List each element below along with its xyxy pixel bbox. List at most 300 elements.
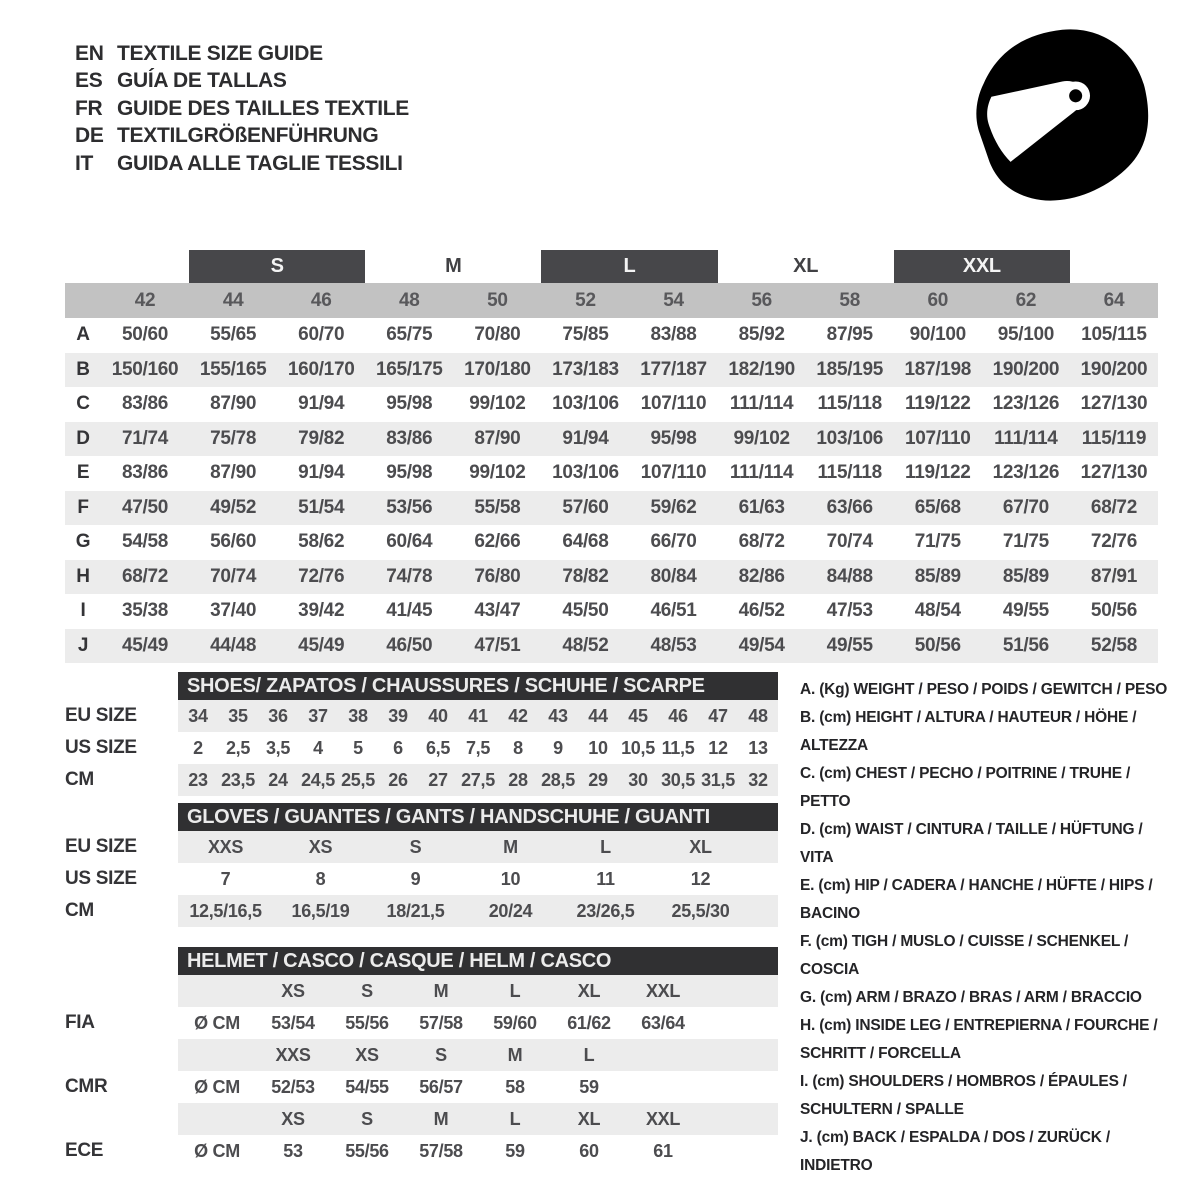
- size-value: 45/49: [298, 634, 345, 656]
- helmet-size-label: XS: [281, 1108, 305, 1129]
- size-value: 47/53: [826, 600, 873, 622]
- numeric-size-label: 46: [310, 289, 332, 311]
- size-value: 85/89: [914, 565, 961, 587]
- measurement-row: [65, 387, 1158, 422]
- size-value: 95/100: [997, 324, 1055, 346]
- size-value: 48/52: [562, 634, 609, 656]
- accessory-tables: [65, 672, 778, 1167]
- size-value: 83/86: [386, 427, 433, 449]
- helmet-sizes-row: [65, 1039, 778, 1071]
- helmet-size-label: XL: [577, 980, 601, 1001]
- size-value: 185/195: [816, 358, 883, 380]
- size-value: 53: [283, 1140, 303, 1161]
- row-letter: I: [80, 600, 86, 622]
- numeric-size-label: 54: [663, 289, 684, 311]
- size-group-header: L: [541, 250, 717, 283]
- size-value: 10,5: [621, 737, 655, 758]
- spacer: [65, 947, 178, 975]
- size-value: 182/190: [728, 358, 795, 380]
- size-value: 55/65: [210, 324, 257, 346]
- size-value: XL: [689, 836, 712, 857]
- size-value: 95/98: [386, 462, 433, 484]
- size-value: 55/58: [474, 496, 521, 518]
- size-row: [65, 831, 778, 863]
- helmet-size-label: L: [509, 980, 521, 1001]
- helmet-size-label: M: [433, 980, 449, 1001]
- row-cells: [178, 1039, 778, 1071]
- helmet-size-label: XXS: [275, 1044, 311, 1065]
- size-value: S: [409, 836, 422, 857]
- size-value: 2,5: [225, 737, 251, 758]
- size-value: 6,5: [425, 737, 451, 758]
- size-value: 57/58: [419, 1012, 463, 1033]
- size-value: 12,5/16,5: [189, 900, 262, 921]
- size-value: 52/58: [1090, 634, 1137, 656]
- size-value: 47/50: [122, 496, 169, 518]
- size-value: 91/94: [298, 393, 345, 415]
- gloves-rows: [65, 831, 778, 927]
- size-value: 8: [513, 737, 523, 758]
- row-label: [65, 1039, 178, 1071]
- numeric-size-label: 48: [399, 289, 420, 311]
- language-code: DE: [75, 124, 104, 148]
- diameter-label: Ø CM: [194, 1140, 240, 1161]
- size-value: XXS: [207, 836, 244, 857]
- size-value: 51/56: [1002, 634, 1049, 656]
- legend-item: B. (cm) HEIGHT / ALTURA / HAUTEUR / HÖHE / ALTEZZA: [800, 709, 1137, 754]
- row-cells: [178, 1103, 778, 1135]
- numeric-size-label: 56: [751, 289, 772, 311]
- size-value: 87/95: [826, 324, 873, 346]
- measurement-row: [65, 422, 1158, 457]
- size-value: 111/114: [729, 462, 794, 484]
- guide-title: GUIDE DES TAILLES TEXTILE: [117, 96, 409, 120]
- size-value: 32: [748, 769, 768, 790]
- size-value: 37: [308, 705, 328, 726]
- language-code: ES: [75, 69, 103, 93]
- size-value: 103/106: [552, 393, 619, 415]
- size-value: 49/55: [1002, 600, 1049, 622]
- helmet-sizes-row: [65, 975, 778, 1007]
- guide-title: TEXTILGRÖßENFÜHRUNG: [117, 124, 379, 148]
- size-value: 83/86: [122, 462, 169, 484]
- size-value: 115/118: [817, 393, 882, 415]
- size-value: 75/78: [210, 427, 257, 449]
- size-value: 80/84: [650, 565, 697, 587]
- size-value: 60: [579, 1140, 599, 1161]
- size-group-header-row: [65, 250, 1158, 283]
- numeric-size-label: 44: [222, 289, 244, 311]
- size-value: 54/55: [345, 1076, 389, 1097]
- size-value: 165/175: [375, 358, 443, 380]
- size-value: 50/56: [914, 634, 961, 656]
- size-value: 91/94: [298, 462, 345, 484]
- size-value: 68/72: [122, 565, 169, 587]
- size-value: 79/82: [298, 427, 345, 449]
- size-row: [65, 700, 778, 732]
- language-code: EN: [75, 41, 104, 65]
- size-value: 49/55: [826, 634, 873, 656]
- size-value: 60/70: [298, 324, 345, 346]
- row-letter: C: [76, 393, 90, 415]
- size-value: 190/200: [1080, 358, 1148, 380]
- legend-item: A. (Kg) WEIGHT / PESO / POIDS / GEWITCH / PESO: [800, 681, 1168, 698]
- guide-title: GUIDA ALLE TAGLIE TESSILI: [117, 151, 403, 175]
- size-value: 59/62: [650, 496, 697, 518]
- size-value: 50/56: [1090, 600, 1137, 622]
- size-value: 9: [410, 868, 421, 889]
- row-cells: [178, 1135, 778, 1167]
- size-value: 68/72: [1090, 496, 1137, 518]
- size-value: 115/119: [1081, 427, 1147, 449]
- numeric-size-label: 52: [575, 289, 596, 311]
- size-value: 5: [353, 737, 363, 758]
- size-value: 95/98: [386, 393, 433, 415]
- helmet-table-title: HELMET / CASCO / CASQUE / HELM / CASCO: [178, 947, 778, 975]
- size-value: 28,5: [541, 769, 575, 790]
- size-value: 41/45: [386, 600, 433, 622]
- size-value: 23,5: [221, 769, 255, 790]
- shoes-table-header-row: [65, 672, 778, 700]
- size-group-header: M: [445, 255, 462, 277]
- size-value: XS: [308, 836, 333, 857]
- size-value: 99/102: [733, 427, 790, 449]
- row-label: [65, 975, 178, 1007]
- measurement-row: [65, 525, 1158, 560]
- helmet-table-header-row: [65, 947, 778, 975]
- size-value: 55/56: [345, 1012, 389, 1033]
- size-value: L: [600, 836, 611, 857]
- size-value: 44/48: [210, 634, 257, 656]
- size-group-header: XXL: [894, 250, 1070, 283]
- standard-label: FIA: [65, 1012, 95, 1033]
- size-value: 150/160: [111, 358, 179, 380]
- size-value: 27: [428, 769, 448, 790]
- row-letter: F: [77, 496, 89, 518]
- diameter-label: Ø CM: [194, 1076, 240, 1097]
- size-value: 56/60: [210, 531, 257, 553]
- size-value: 42: [508, 705, 528, 726]
- size-value: 3,5: [265, 737, 291, 758]
- row-cells: [178, 732, 778, 764]
- measurement-row: [65, 353, 1158, 388]
- legend-item: F. (cm) TIGH / MUSLO / CUISSE / SCHENKEL / COSCIA: [800, 933, 1129, 978]
- size-value: 71/74: [122, 427, 169, 449]
- row-letter: G: [75, 531, 91, 553]
- size-value: 50/60: [122, 324, 169, 346]
- shoes-table: [65, 672, 778, 796]
- size-value: 57/58: [419, 1140, 463, 1161]
- size-value: 20/24: [488, 900, 533, 921]
- helmet-size-label: XXL: [645, 980, 681, 1001]
- shoes-table-title: SHOES/ ZAPATOS / CHAUSSURES / SCHUHE / SCARPE: [178, 672, 778, 700]
- row-letter: D: [76, 427, 90, 449]
- size-value: 8: [315, 868, 326, 889]
- helmet-size-label: L: [509, 1108, 521, 1129]
- language-code: FR: [75, 96, 103, 120]
- size-value: 9: [553, 737, 563, 758]
- helmet-rows: [65, 975, 778, 1167]
- measurement-row: [65, 456, 1158, 491]
- size-value: 49/52: [210, 496, 257, 518]
- row-label: EU SIZE: [65, 836, 137, 857]
- row-letter: B: [76, 358, 90, 380]
- language-code: IT: [75, 151, 94, 175]
- diameter-label: Ø CM: [194, 1012, 240, 1033]
- size-value: 85/89: [1002, 565, 1049, 587]
- spacer: [65, 672, 178, 700]
- size-value: 82/86: [738, 565, 785, 587]
- size-value: 71/75: [914, 531, 961, 553]
- size-value: 26: [388, 769, 408, 790]
- helmet-size-label: S: [361, 980, 373, 1001]
- size-value: 40: [428, 705, 448, 726]
- size-value: 91/94: [562, 427, 609, 449]
- size-value: 85/92: [738, 324, 785, 346]
- row-cells: [178, 975, 778, 1007]
- size-value: 119/122: [905, 393, 971, 415]
- size-value: 103/106: [816, 427, 883, 449]
- size-value: 25,5: [341, 769, 375, 790]
- size-value: 24,5: [301, 769, 335, 790]
- size-value: 31,5: [701, 769, 735, 790]
- size-value: 10: [588, 737, 608, 758]
- language-title-list: [75, 40, 409, 178]
- size-value: 48/53: [650, 634, 697, 656]
- size-value: 43: [548, 705, 568, 726]
- size-value: 36: [268, 705, 288, 726]
- size-value: 84/88: [826, 565, 873, 587]
- size-value: 16,5/19: [291, 900, 350, 921]
- size-value: 46/52: [738, 600, 785, 622]
- size-value: 57/60: [562, 496, 609, 518]
- size-value: 61: [653, 1140, 673, 1161]
- measurement-rows: [65, 318, 1158, 663]
- helmet-size-label: M: [507, 1044, 523, 1065]
- size-value: 23/26,5: [576, 900, 635, 921]
- size-value: 29: [588, 769, 608, 790]
- size-value: 95/98: [650, 427, 697, 449]
- row-label: US SIZE: [65, 737, 137, 758]
- size-value: 38: [348, 705, 368, 726]
- size-value: 59: [579, 1076, 599, 1097]
- standard-label: ECE: [65, 1140, 104, 1161]
- size-value: 45: [628, 705, 648, 726]
- size-value: 70/80: [474, 324, 521, 346]
- spacer: [65, 803, 178, 831]
- size-value: 107/110: [905, 427, 971, 449]
- helmet-size-label: L: [583, 1044, 595, 1065]
- size-value: 23: [188, 769, 208, 790]
- row-label: CM: [65, 900, 94, 921]
- size-value: 74/78: [386, 565, 433, 587]
- size-value: 30,5: [661, 769, 695, 790]
- size-value: 123/126: [992, 393, 1060, 415]
- measurement-legend: [800, 676, 1172, 1180]
- helmet-size-label: XS: [281, 980, 305, 1001]
- size-value: 45/50: [562, 600, 609, 622]
- helmet-value-row: [65, 1007, 778, 1039]
- language-row: [75, 68, 409, 96]
- size-value: 99/102: [469, 462, 526, 484]
- size-value: 115/118: [817, 462, 882, 484]
- numeric-size-label: 60: [927, 289, 949, 311]
- size-value: 105/115: [1081, 324, 1147, 346]
- language-row: [75, 150, 409, 178]
- row-label: [65, 1103, 178, 1135]
- size-value: 2: [193, 737, 203, 758]
- size-row: [65, 732, 778, 764]
- size-value: 48/54: [914, 600, 961, 622]
- size-value: 59/60: [493, 1012, 537, 1033]
- size-value: 11: [596, 868, 615, 889]
- size-value: 45/49: [122, 634, 169, 656]
- size-value: 34: [188, 705, 208, 726]
- measurement-row: [65, 629, 1158, 664]
- gloves-table-title: GLOVES / GUANTES / GANTS / HANDSCHUHE / GUANTI: [178, 803, 778, 831]
- numeric-size-label: 58: [839, 289, 860, 311]
- helmet-size-label: XS: [355, 1044, 379, 1065]
- helmet-size-label: XL: [577, 1108, 601, 1129]
- size-value: 58: [505, 1076, 525, 1097]
- size-value: 27,5: [461, 769, 495, 790]
- legend-item: E. (cm) HIP / CADERA / HANCHE / HÜFTE / HIPS / BACINO: [800, 877, 1153, 922]
- legend-item: D. (cm) WAIST / CINTURA / TAILLE / HÜFTUNG / VITA: [800, 821, 1143, 866]
- size-value: 71/75: [1002, 531, 1049, 553]
- size-value: 160/170: [287, 358, 355, 380]
- helmet-sizes-row: [65, 1103, 778, 1135]
- size-row: [65, 764, 778, 796]
- size-value: 52/53: [271, 1076, 315, 1097]
- language-row: [75, 40, 409, 68]
- size-value: 54/58: [122, 531, 169, 553]
- size-value: 67/70: [1002, 496, 1049, 518]
- size-value: 70/74: [826, 531, 873, 553]
- legend-item: G. (cm) ARM / BRAZO / BRAS / ARM / BRACCIO: [800, 989, 1142, 1006]
- helmet-size-label: S: [361, 1108, 373, 1129]
- size-value: 25,5/30: [671, 900, 730, 921]
- size-value: 47/51: [474, 634, 521, 656]
- size-value: 187/198: [904, 358, 972, 380]
- numeric-size-label: 42: [134, 289, 156, 311]
- row-letter: A: [76, 324, 90, 346]
- size-value: 78/82: [562, 565, 609, 587]
- row-cells: [178, 863, 778, 895]
- guide-title: GUÍA DE TALLAS: [117, 69, 287, 93]
- size-value: 62/66: [474, 531, 521, 553]
- size-value: 53/56: [386, 496, 433, 518]
- size-value: 68/72: [738, 531, 785, 553]
- size-value: 35/38: [122, 600, 169, 622]
- size-value: 18/21,5: [386, 900, 445, 921]
- size-value: 37/40: [210, 600, 257, 622]
- row-cells: [178, 1071, 778, 1103]
- size-value: 173/183: [552, 358, 619, 380]
- size-value: 70/74: [210, 565, 257, 587]
- standard-label: CMR: [65, 1076, 108, 1097]
- size-value: 107/110: [640, 393, 707, 415]
- helmet-icon: [972, 24, 1164, 204]
- size-value: 4: [313, 737, 323, 758]
- size-value: 65/75: [386, 324, 433, 346]
- row-label: CM: [65, 769, 94, 790]
- size-value: 39: [388, 705, 408, 726]
- size-group-header: S: [189, 250, 365, 283]
- row-label: US SIZE: [65, 868, 137, 889]
- row-label: EU SIZE: [65, 705, 137, 726]
- helmet-size-label: M: [433, 1108, 449, 1129]
- size-value: 7,5: [465, 737, 491, 758]
- size-value: 51/54: [298, 496, 345, 518]
- size-value: 119/122: [905, 462, 971, 484]
- size-value: 64/68: [562, 531, 609, 553]
- size-value: 170/180: [464, 358, 531, 380]
- legend-item: I. (cm) SHOULDERS / HOMBROS / ÉPAULES / SCHULTERN / SPALLE: [800, 1073, 1127, 1118]
- size-value: 63/64: [641, 1012, 685, 1033]
- size-group-header: XL: [793, 255, 819, 277]
- helmet-table: [65, 947, 778, 1167]
- size-value: M: [503, 836, 518, 857]
- size-value: 43/47: [474, 600, 521, 622]
- size-value: 90/100: [909, 324, 966, 346]
- numeric-size-label: 64: [1103, 289, 1125, 311]
- size-value: 99/102: [469, 393, 526, 415]
- size-value: 72/76: [1090, 531, 1137, 553]
- size-value: 30: [628, 769, 648, 790]
- gloves-table-header-row: [65, 803, 778, 831]
- legend-item: C. (cm) CHEST / PECHO / POITRINE / TRUHE / PETTO: [800, 765, 1131, 810]
- language-row: [75, 95, 409, 123]
- size-value: 127/130: [1080, 462, 1148, 484]
- size-value: 56/57: [419, 1076, 463, 1097]
- size-value: 12: [690, 868, 711, 889]
- size-value: 24: [268, 769, 288, 790]
- size-value: 155/165: [199, 358, 267, 380]
- size-value: 53/54: [271, 1012, 315, 1033]
- shoes-rows: [65, 700, 778, 796]
- size-value: 75/85: [562, 324, 609, 346]
- size-value: 35: [228, 705, 248, 726]
- size-value: 111/114: [729, 393, 794, 415]
- helmet-value-row: [65, 1071, 778, 1103]
- size-value: 123/126: [992, 462, 1060, 484]
- measurement-row: [65, 594, 1158, 629]
- size-value: 39/42: [298, 600, 345, 622]
- numeric-size-band: [65, 283, 1158, 318]
- size-value: 12: [708, 737, 728, 758]
- textile-size-table: [65, 250, 1158, 663]
- size-value: 47: [708, 705, 728, 726]
- size-value: 72/76: [298, 565, 345, 587]
- measurement-row: [65, 318, 1158, 353]
- size-value: 63/66: [826, 496, 873, 518]
- row-letter: J: [77, 634, 89, 656]
- size-value: 46: [668, 705, 688, 726]
- size-row: [65, 895, 778, 927]
- size-value: 11,5: [661, 737, 695, 758]
- size-value: 61/63: [738, 496, 785, 518]
- size-value: 28: [508, 769, 528, 790]
- row-cells: [178, 700, 778, 732]
- size-value: 41: [468, 705, 488, 726]
- row-cells: [178, 1007, 778, 1039]
- legend-item: H. (cm) INSIDE LEG / ENTREPIERNA / FOURCHE / SCHRITT / FORCELLA: [800, 1017, 1158, 1062]
- row-cells: [178, 831, 778, 863]
- language-row: [75, 123, 409, 151]
- size-value: 83/88: [650, 324, 697, 346]
- size-value: 190/200: [992, 358, 1060, 380]
- size-value: 60/64: [386, 531, 433, 553]
